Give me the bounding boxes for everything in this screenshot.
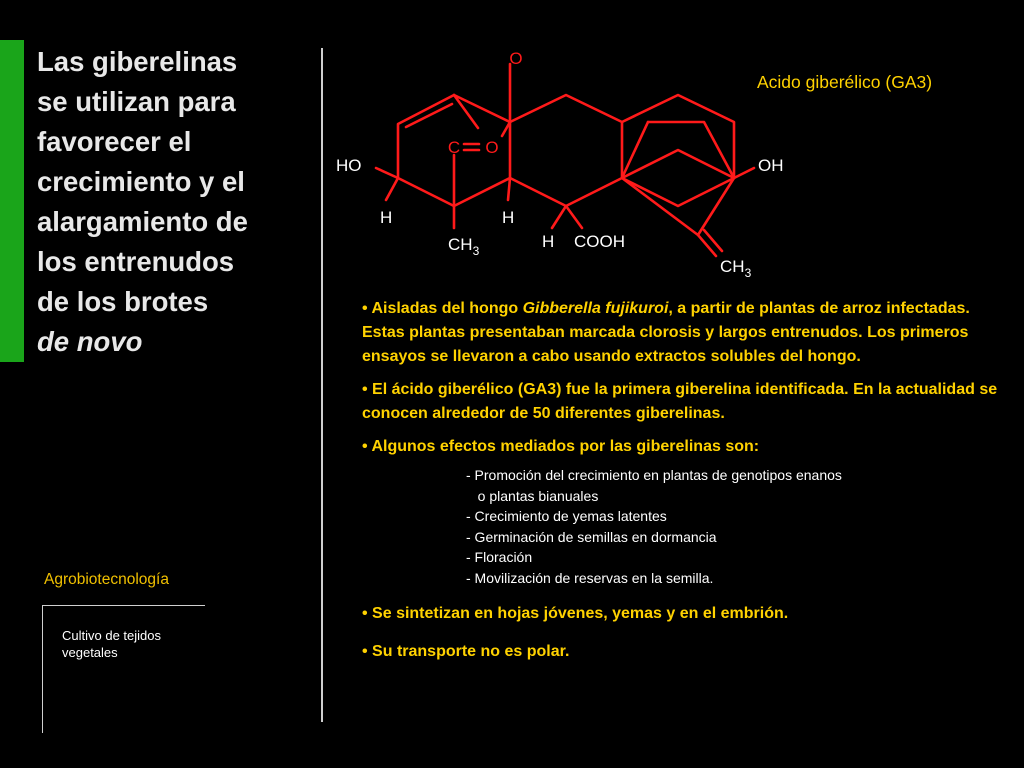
title-line: favorecer el	[37, 126, 192, 157]
subject-name: Cultivo de tejidos vegetales	[62, 628, 161, 660]
atom-label: O	[509, 49, 523, 68]
effect-item: - Floración	[466, 549, 533, 565]
atom-label: O	[485, 138, 499, 157]
atom-label: $CH_3$	[448, 235, 480, 258]
divider-line	[321, 48, 323, 722]
box-border-left	[42, 605, 43, 733]
bullet-synthesis: • Se sintetizan en hojas jóvenes, yemas y en el embrión.	[362, 605, 789, 622]
gibberellic-acid-structure	[330, 40, 784, 285]
title-line: se utilizan para	[37, 86, 236, 117]
course-name: Agrobiotecnología	[44, 571, 169, 588]
title-italic: de novo	[37, 326, 143, 357]
bullet-transport: • Su transporte no es polar.	[362, 643, 570, 660]
atom-label: COOH	[574, 232, 625, 251]
bullet-effects: • Algunos efectos mediados por las giberelinas son:	[362, 438, 760, 455]
content-body	[362, 297, 1016, 664]
atom-label: C	[447, 138, 461, 157]
box-border-top	[43, 605, 205, 606]
atom-label: HO	[336, 156, 362, 175]
effect-item: - Germinación de semillas en dormancia	[466, 528, 717, 545]
title-line: de los brotes	[37, 286, 209, 317]
effect-item: o plantas bianuales	[466, 487, 599, 504]
atom-label: $CH_3$	[720, 257, 752, 280]
accent-bar	[0, 40, 24, 362]
slide-title	[37, 42, 317, 362]
title-line: alargamiento de	[37, 206, 248, 237]
atom-label: OH	[758, 156, 784, 175]
atom-label: H	[380, 208, 393, 227]
title-line: crecimiento y el	[37, 166, 245, 197]
molecule-bonds	[376, 64, 754, 256]
atom-label: H	[502, 208, 515, 227]
effect-item: - Crecimiento de yemas latentes	[466, 508, 667, 524]
bullet-ga3: • El ácido giberélico (GA3) fue la primera giberelina identificada. En la actualidad se conocen alrededor de 50 diferentes giberelinas.	[362, 381, 998, 422]
molecule-name: Acido giberélico (GA3)	[757, 72, 933, 92]
title-line: los entrenudos	[37, 246, 235, 277]
bullet-isolation: • Aisladas del hongo Gibberella fujikuroi, a partir de plantas de arroz infectadas. Estas plantas presentaban marcada clorosis y largos entrenudos. Los primeros ensayos se llevaron a cabo usando extractos solubles del hongo.	[362, 300, 970, 365]
effect-item: - Movilización de reservas en la semilla.	[466, 569, 714, 586]
effect-item: - Promoción del crecimiento en plantas de genotipos enanos	[466, 467, 842, 483]
species-name: Gibberella fujikuroi	[522, 300, 669, 317]
effects-list	[466, 465, 1016, 588]
title-line: Las giberelinas	[37, 46, 238, 77]
atom-label: H	[542, 232, 555, 251]
